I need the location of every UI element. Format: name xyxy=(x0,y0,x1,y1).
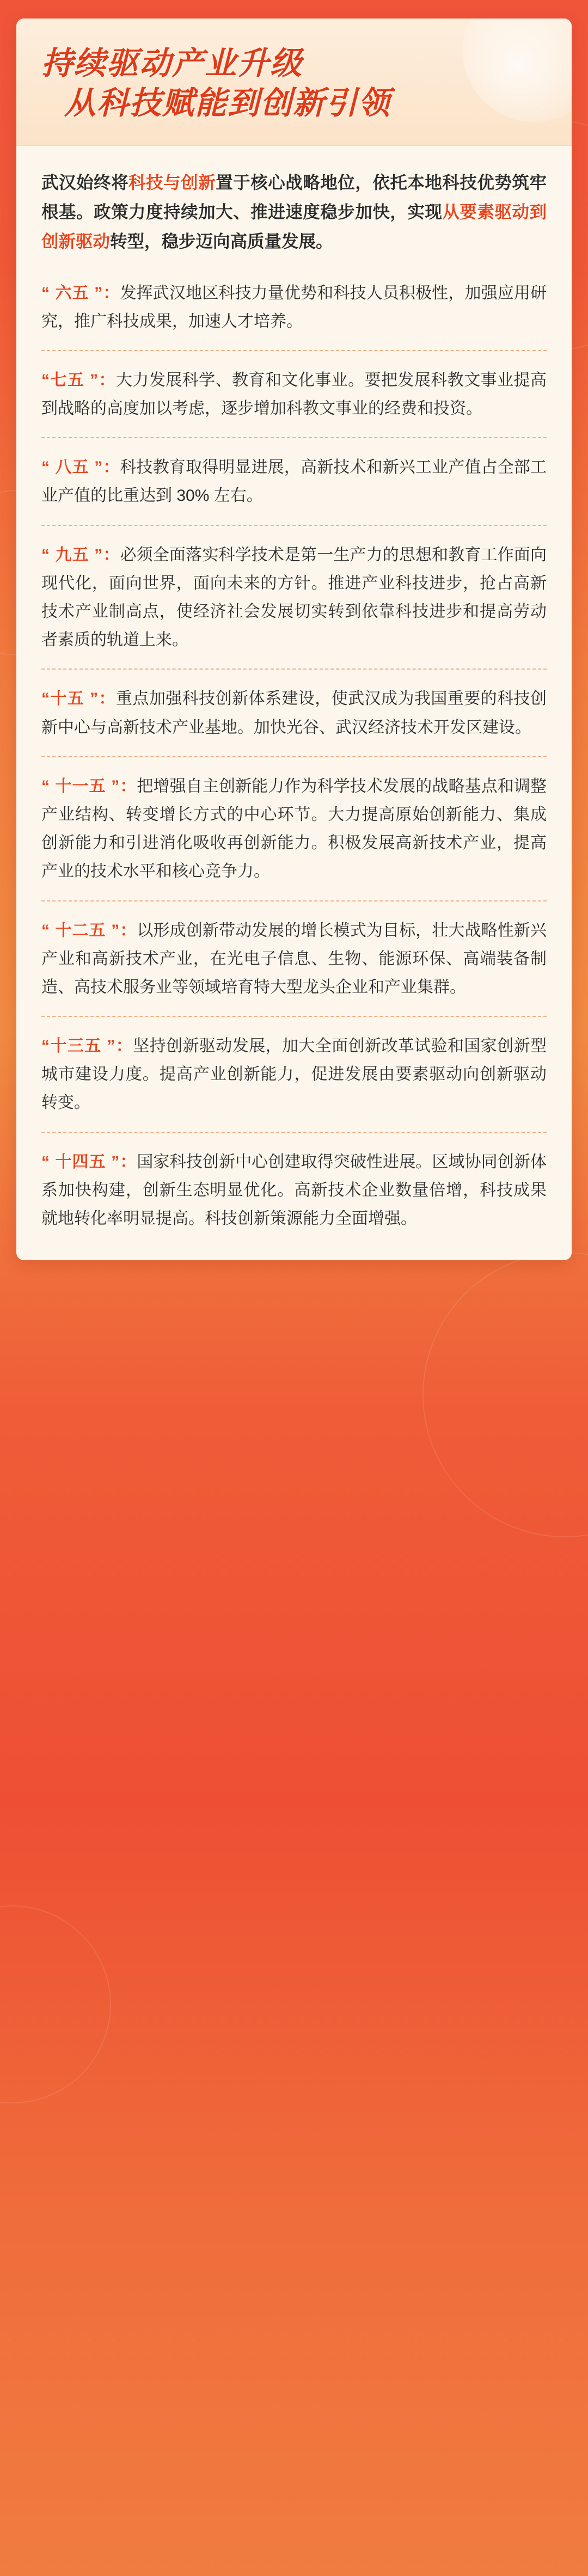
plan-period-label: “ 十一五 ”： xyxy=(41,777,137,795)
plan-period-label: “十三五 ”： xyxy=(41,1037,133,1056)
plan-period-label: “ 八五 ”： xyxy=(41,458,120,477)
content-card xyxy=(16,19,572,1260)
poster-header xyxy=(16,19,572,146)
lead-paragraph xyxy=(41,168,547,256)
plan-period-label: “ 九五 ”： xyxy=(41,545,120,564)
plan-period-text: 发挥武汉地区科技力量优势和科技人员积极性，加强应用研究，推广科技成果，加速人才培养。 xyxy=(41,284,547,330)
list-item xyxy=(41,670,547,757)
plan-period-text: 国家科技创新中心创建取得突破性进展。区域协同创新体系加快构建，创新生态明显优化。高新技术企业数量倍增，科技成果就地转化率明显提高。科技创新策源能力全面增强。 xyxy=(41,1152,547,1228)
list-item xyxy=(41,1017,547,1133)
page-title xyxy=(41,44,547,122)
list-item xyxy=(41,526,547,670)
list-item xyxy=(41,351,547,438)
plan-period-label: “ 十二五 ”： xyxy=(41,921,137,940)
list-item xyxy=(41,264,547,351)
page-title-line-2: 从科技赋能到创新引领 xyxy=(64,84,391,121)
plan-period-text: 把增强自主创新能力作为科学技术发展的战略基点和调整产业结构、转变增长方式的中心环节。大力提高原始创新能力、集成创新能力和引进消化吸收再创新能力。积极发展高新技术产业，提高产业的技术水平和核心竞争力。 xyxy=(41,777,547,881)
plan-period-text: 以形成创新带动发展的增长模式为目标，壮大战略性新兴产业和高新技术产业，在光电子信息、生物、能源环保、高端装备制造、高技术服务业等领域培育特大型龙头企业和产业集群。 xyxy=(41,921,547,996)
page-title-line-1: 持续驱动产业升级 xyxy=(41,45,303,82)
plan-period-label: “ 十四五 ”： xyxy=(41,1152,137,1171)
list-item xyxy=(41,438,547,525)
poster-body xyxy=(16,146,572,1235)
lead-text-part-3: 转型，稳步迈向高质量发展。 xyxy=(110,231,333,252)
plan-period-text: 必须全面落实科学技术是第一生产力的思想和教育工作面向现代化，面向世界，面向未来的方针。推进产业科技进步，抢占高新技术产业制高点，使经济社会发展切实转到依靠科技进步和提高劳动者素质的轨道上来。 xyxy=(41,545,547,649)
plan-period-label: “十五 ”： xyxy=(41,690,116,708)
list-item xyxy=(41,1133,547,1236)
lead-highlight-2: 从要素驱动到创新驱动 xyxy=(41,202,547,252)
list-item xyxy=(41,757,547,901)
decorative-ring-icon xyxy=(422,1252,588,1537)
plan-period-text: 大力发展科学、教育和文化事业。要把发展科教文事业提高到战略的高度加以考虑，逐步增加科教文事业的经费和投资。 xyxy=(41,371,547,418)
decorative-ring-icon xyxy=(0,1905,111,2103)
lead-text-part-2: 置于核心战略地位，依托本地科技优势筑牢根基。政策力度持续加大、推进速度稳步加快，实现 xyxy=(41,173,547,222)
plan-period-text: 坚持创新驱动发展，加大全面创新改革试验和国家创新型城市建设力度。提高产业创新能力，促进发展由要素驱动向创新驱动转变。 xyxy=(41,1037,547,1112)
plan-period-text: 重点加强科技创新体系建设，使武汉成为我国重要的科技创新中心与高新技术产业基地。加快光谷、武汉经济技术开发区建设。 xyxy=(41,690,547,737)
plan-period-label: “ 六五 ”： xyxy=(41,284,120,302)
list-item xyxy=(41,901,547,1017)
plan-period-text: 科技教育取得明显进展，高新技术和新兴工业产值占全部工业产值的比重达到 30% 左右。 xyxy=(41,458,547,505)
plan-period-label: “七五 ”： xyxy=(41,371,116,389)
lead-text-part-1: 武汉始终将 xyxy=(41,173,129,192)
lead-highlight-1: 科技与创新 xyxy=(128,173,216,192)
